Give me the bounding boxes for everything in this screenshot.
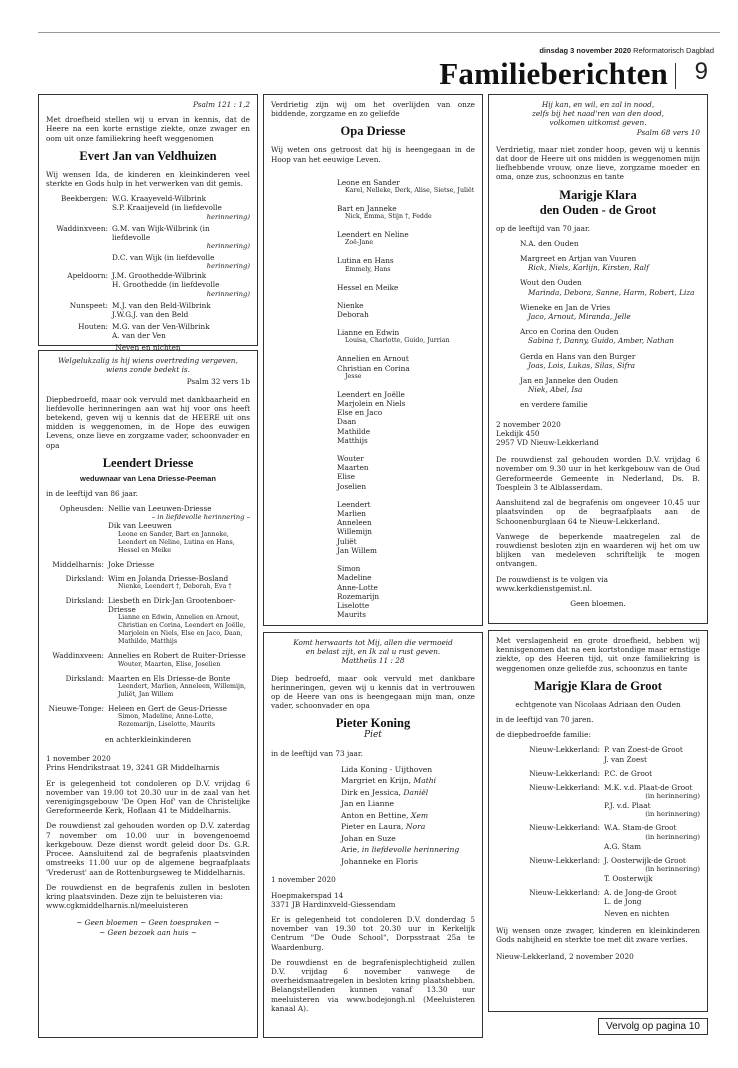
grandchild-name: Madeline [337,573,372,583]
family-place [496,801,600,818]
member-detail: Daniël [403,787,429,797]
burial-info: Aansluitend zal de begrafenis om ongeveer 10.45 uur plaatsvinden op de begraafplaats aan de Schoonenburglaan 64 te Nieuw-Lekkerland. [496,498,700,526]
grandchildren-list [271,178,475,620]
member-name: Anton en Bettine, [341,810,411,820]
member-name: Jan en Lianne [341,799,394,809]
family-name: Maarten en Els Driesse-de Bonte [108,673,231,683]
member-name: Johanneke en Floris [341,856,418,866]
age-line: in de leeftijd van 86 jaar. [46,489,138,499]
family-row [496,801,700,818]
family-member [341,775,475,787]
stream-info: De rouwdienst is te volgen via [496,574,608,584]
family-name: G.M. van Wijk-Wilbrink (in liefdevolle [112,223,210,242]
grandchild-name: Leendert en Neline [337,230,409,240]
member-name: Margreet en Artjan van Vuuren [520,254,637,264]
family-member [520,239,700,248]
grandchild-name: Wouter [337,454,364,464]
great-grandchildren: Nick, Emma, Stijn †, Fedde [345,213,432,221]
grandchild-group [337,301,475,319]
service-info: De rouwdienst zal gehouden worden D.V. vrijdag 6 november om 9.30 uur in het kerkgebouw van de Oud Gereformeerde Gemeente in Nederland, Ds. B. Toesplein 3 te Alblasserdam. [496,455,700,492]
deceased-name-line-1: Marigje Klara [559,187,637,202]
family-place: Nieuwe-Tonge: [48,703,104,713]
age-line: in de leeftijd van 70 jaren. [496,715,594,725]
family-place: Nieuw-Lekkerland: [529,888,600,898]
family-names [112,322,250,340]
family-names [108,560,250,569]
listen-url: www.cgkmiddelharnis.nl/meeluisteren [46,901,189,911]
member-name: Arie, [341,845,362,855]
family-name: W.G. Kraayeveld-Wilbrink [112,194,206,204]
family-place: Nieuw-Lekkerland: [529,768,600,778]
family-name: T. Oosterwijk [604,874,653,884]
family-list [496,239,700,410]
cousins-line: Neven en nichten [604,908,670,918]
grandchild-name: Mathilde [337,426,371,436]
notice-intro: Verdrietig zijn wij om het overlijden van onze biddende, zorgzame en zo geliefde [271,100,475,119]
family-member [341,810,475,822]
notice-de-groot [488,630,708,1012]
member-children: Joas, Lois, Lukas, Silas, Sifra [528,360,635,370]
spouse-line: echtgenote van Nicolaas Adriaan den Ouden [515,699,681,709]
member-name: Johan en Suze [341,833,396,843]
member-name: N.A. den Ouden [520,238,579,248]
restrictions-info: Vanwege de beperkende maatregelen zal de rouwdienst besloten zijn en waarderen wij het om uw blijken van medeleven schriftelijk te mogen ontvangen. [496,531,700,569]
family-row [496,823,700,840]
family-place [496,842,600,851]
family-row [46,194,250,220]
address-line-1: Hoepmakerspad 14 [271,890,344,900]
family-names [604,888,700,906]
deceased-name-line-2: den Ouden - de Groot [539,202,657,217]
family-names [604,874,700,883]
family-place [496,874,600,883]
family-name: Nellie van Leeuwen-Driesse [108,504,212,514]
family-row [496,874,700,883]
family-member [341,764,475,776]
family-note: (in herinnering) [645,792,700,801]
deceased-name: Marigje Klara de Groot [534,678,662,693]
family-name: W.A. Stam-de Groot [604,823,677,833]
family-name: Wim en Jolanda Driesse-Bosland [108,573,229,583]
family-names [604,823,700,840]
grandchild-name: Maarten [337,463,369,473]
family-note: (in herinnering) [645,865,700,874]
grandchild-name: Else en Jaco [337,408,383,418]
family-place: Apeldoorn: [67,271,108,281]
family-row [496,842,700,851]
grandchildren: Nienke, Leendert †, Deborah, Eva † [118,583,232,591]
grandchild-name: Lianne en Edwin [337,328,400,338]
family-member [341,821,475,833]
notice-pieter-koning [263,632,483,1038]
notice-date: 1 november 2020 [46,754,111,764]
family-row [496,769,700,778]
family-names [112,194,250,220]
family-name: S.P. Kraaijeveld (in liefdevolle [112,203,222,213]
family-name: P. van Zoest-de Groot [604,745,683,755]
great-grandchildren: Emmely, Hans [345,265,391,273]
grandchild-name: Willemijn [337,527,372,537]
family-name: J.M. Groothedde-Wilbrink [112,271,207,281]
issue-date: dinsdag 3 november 2020 [539,46,632,55]
grandchild-name: Christian en Corina [337,363,410,373]
family-list [46,504,250,729]
grandchild-group [337,283,475,292]
family-name: Heleen en Gert de Geus-Driesse [108,703,228,713]
notice-intro: Diepbedroefd, maar ook vervuld met dankbaarheid en liefdevolle herinneringen aan wat hij voor ons heeft betekend, geven wij u kennis dat de HEERE uit ons midden is weggenomen, in de Hope des euwigen Levens, onze lieve en zorgzame vader, schoonvader en opa [46,394,250,450]
family-row [46,596,250,646]
family-names [604,856,700,873]
condolence-info: Er is gelegenheid tot condoleren D.V. donderdag 5 november van 19.30 tot 20.30 uur in Kerkelijk Centrum "De Oude School", Dorpsstraat 25a te Waardenburg. [271,914,475,952]
grandchild-name: Liselotte [337,600,370,610]
family-member [520,303,700,321]
family-place: Nieuw-Lekkerland: [529,855,600,865]
member-name: Jan en Janneke den Ouden [520,376,619,386]
grandchild-name: Anneleen [337,518,372,528]
family-name: M.G. van der Ven-Wilbrink [112,322,210,332]
family-place: Middelharnis: [52,559,104,569]
grandchild-group [337,230,475,247]
grandchild-name: Leendert en Joëlle [337,389,405,399]
family-list [271,764,475,868]
family-names [108,596,250,646]
grandchildren: Leendert, Marlien, Anneleen, Willemijn, Juliët, Jan Willem [118,682,247,698]
family-name: J.W.G.J. van den Beld [112,309,189,319]
widower-line: weduwnaar van Lena Driesse-Peeman [80,473,216,483]
family-member [520,254,700,272]
notice-intro: Met droefheid stellen wij u ervan in kennis, dat de Heere na een korte ernstige ziekte, onze zwager en oom uit onze familiekring heeft weggenomen [46,115,250,143]
member-name: en verdere familie [520,400,588,410]
family-place: Nieuw-Lekkerland: [529,783,600,793]
family-names [112,224,250,250]
member-children: Marinda, Debora, Sanne, Harm, Robert, Liza [528,287,695,297]
grandchild-name: Jan Willem [337,545,377,555]
family-place: Dirksland: [65,573,104,583]
deceased-name: Opa Driesse [340,124,406,139]
verse-ref: Psalm 121 : 1,2 [192,100,250,109]
family-name: H. Groothedde (in liefdevolle [112,280,220,290]
age-line: op de leeftijd van 70 jaar. [496,223,590,233]
grandchildren: Wouter, Maarten, Elise, Joselien [118,660,221,668]
grandchild-name: Matthijs [337,435,368,445]
member-detail: Xem [410,810,429,820]
family-member [520,352,700,370]
verse-line-2: zelfs bij het naad'ren van den dood, [532,109,664,119]
family-place: Nieuw-Lekkerland: [529,745,600,755]
grandchild-name: Anne-Lotte [337,582,378,592]
family-row [496,783,700,800]
grandchild-group [337,500,475,555]
family-name: A. de Jong-de Groot [604,888,677,898]
family-row [46,271,250,297]
member-children: Jaco, Arnout, Miranda, Jelle [528,312,631,322]
grandchildren-line: en achterkleinkinderen [104,735,192,745]
family-member [341,787,475,799]
family-row [46,560,250,569]
notice-den-ouden [488,94,708,624]
family-member [341,833,475,845]
member-children: Sabina †, Danny, Guido, Amber, Nathan [528,336,674,346]
deceased-name: Evert Jan van Veldhuizen [79,148,217,163]
family-names [108,674,250,699]
verse-ref: Psalm 68 vers 10 [636,127,700,137]
family-note: (in herinnering) [645,832,700,841]
grandchild-name: Marlien [337,509,366,519]
family-name: D.C. van Wijk (in liefdevolle [112,253,215,263]
family-name: M.K. v.d. Plaat-de Groot [604,783,693,793]
member-name: Wout den Ouden [520,278,582,288]
family-note: – in liefdevolle herinnering – [151,513,250,522]
family-member [341,844,475,856]
grandchild-name: Simon [337,564,361,574]
grandchild-group [337,178,475,195]
family-place: Waddinxveen: [56,223,108,233]
paper-name: Reformatorisch Dagblad [633,46,714,55]
member-children: Rick, Niels, Karlijn, Kirsten, Ralf [528,263,649,273]
family-row [496,856,700,873]
family-row [46,253,250,270]
family-names [108,574,250,591]
grandchild-name: Marjolein en Niels [337,399,406,409]
family-member [520,376,700,394]
grandchild-name: Leone en Sander [337,177,400,187]
continued-notice: Vervolg op pagina 10 [598,1018,708,1035]
family-name: Annelies en Robert de Ruiter-Driesse [108,651,246,661]
family-list [46,194,250,340]
address-line-2: 2957 VD Nieuw-Lekkerland [496,438,599,448]
family-place: Nunspeet: [69,300,108,310]
address-line-1: Lekdijk 450 [496,428,540,438]
family-names [604,769,700,778]
great-grandchildren: Jesse [345,372,362,380]
family-names [112,271,250,297]
page-number: 9 [694,58,708,85]
masthead [420,56,720,92]
family-member [520,400,700,409]
family-list [496,745,700,906]
top-rule [38,32,720,33]
grandchild-name: Rozemarijn [337,591,380,601]
family-place: Opheusden: [59,504,104,514]
grandchild-group [337,256,475,273]
condolence-info: Er is gelegenheid tot condoleren op D.V. vrijdag 6 november van 19.00 tot 20.30 uur in de zaal van het verenigingsgebouw 'De Open Hof' van de Christelijke Gereformeerde Kerk, Hoflaan 41 te Middelharnis. [46,778,250,816]
family-name: A.G. Stam [604,841,641,851]
family-name: L. de Jong [604,897,642,907]
private-info: De rouwdienst en de begrafenis zullen in besloten kring plaatsvinden. Deze zijn te beluisteren via: [46,882,250,901]
family-label: de diepbedroefde familie: [496,730,591,740]
grandchild-name: Elise [337,472,356,482]
family-member [520,327,700,345]
member-detail: Mathi [413,776,437,786]
family-row [46,504,250,554]
grandchild-name: Leendert [337,499,371,509]
dateline [539,46,714,55]
family-place: Beekbergen: [60,194,108,204]
family-member [341,856,475,868]
nickname: Piet [364,730,382,741]
family-note: herinnering) [206,262,250,271]
notice-intro: Verdrietig, maar niet zonder hoop, geven wij u kennis dat door de Heere uit ons midden is weggenomen mijn liefhebbende vrouw, onze lieve, zorgzame moeder en oma, onze zus, schoonzus en tante [496,144,700,182]
grandchild-group [337,454,475,491]
verse-line-3: volkomen uitkomst geven. [549,118,647,128]
grandchild-name: Nienke [337,300,364,310]
verse-line-2: wiens zonde bedekt is. [106,365,190,375]
family-row [46,704,250,729]
place-date: Nieuw-Lekkerland, 2 november 2020 [496,952,634,962]
notice-opa-driesse [263,94,483,626]
notice-leendert-driesse [38,350,258,1038]
family-member [520,278,700,296]
grandchild-name: Daan [337,417,357,427]
family-row [496,888,700,906]
family-names [108,704,250,729]
member-detail: in liefdevolle herinnering [361,845,460,855]
member-detail: Nora [405,822,426,832]
notice-date: 2 november 2020 [496,419,561,429]
closing-line: Neven en nichten [115,343,181,353]
family-row [46,322,250,340]
family-place: Waddinxveen: [52,651,104,661]
notice-intro: Met verslagenheid en grote droefheid, hebben wij kennisgenomen dat na een kortstondige maar ernstige ziekte, op des Heeren tijd, uit onze familiekring is weggenomen onze geliefde zus, schoonzus en tante [496,636,700,673]
family-note: (in herinnering) [645,810,700,819]
grandchild-name: Bart en Janneke [337,204,397,214]
grandchildren: Leone en Sander, Bart en Janneke, Leendert en Neline, Lutina en Hans, Hessel en Meike [118,530,235,554]
member-name: Pieter en Laura, [341,822,406,832]
family-name: J. van Zoest [604,754,647,764]
grandchild-name: Juliët [337,536,357,546]
grandchild-group [337,354,475,380]
family-names [604,745,700,763]
verse-line-1: Welgelukzalig is hij wiens overtreding vergeven, [58,356,238,365]
family-name: Joke Driesse [108,559,155,569]
grandchild-name: Joselien [337,481,367,491]
verse-ref: Mattheüs 11 : 28 [341,656,405,666]
no-flowers: Geen bloemen. [570,598,626,608]
grandchild-name: Deborah [337,310,369,320]
stream-url: www.kerkdienstgemist.nl. [496,583,593,593]
verse-ref: Psalm 32 vers 1b [186,377,250,387]
service-info: De rouwdienst zal gehouden worden op D.V. zaterdag 7 november om 10.00 uur in bovengenoemd kerkgebouw. Deze dienst wordt geleid door Ds. G.R. Procee. Aansluitend zal de begrafenis plaatsvinden omstreeks 11.00 uur op de algemene begraafplaats 'Vrederust' aan de Rottenburgseweg te Middelharnis. [46,821,250,877]
family-member [341,798,475,810]
family-place: Nieuw-Lekkerland: [529,823,600,833]
family-place: Dirksland: [65,596,104,606]
grandchild-name: Lutina en Hans [337,256,394,266]
member-name: Arco en Corina den Ouden [520,327,619,337]
family-row [496,745,700,763]
great-grandchildren: Louisa, Charlotte, Guido, Jurrian [345,337,450,345]
grandchild-group [337,204,475,221]
no-flowers: ~ Geen bloemen ~ Geen toespraken ~ [76,918,220,928]
service-info: De rouwdienst en de begrafenisplechtigheid zullen D.V. vrijdag 6 november vanwege de overheidsmaatregelen in besloten kring plaatshebben. Belangstellenden kunnen vanaf 13.30 uur meeluisteren via www.bodejongh.nl (Meeluisteren kanaal A). [271,957,475,1013]
family-name: A. van der Ven [112,331,166,341]
family-names [604,801,700,818]
family-names [112,301,250,319]
family-names [108,651,250,668]
grandchild-name: Hessel en Meike [337,282,399,292]
title-divider [675,63,677,89]
family-names [112,253,250,270]
family-row [46,574,250,591]
notice-wish: Wij wensen Ida, de kinderen en kleinkinderen veel sterkte en Gods hulp in het verwerken van dit gemis. [46,169,250,189]
family-name: M.J. van den Beld-Wilbrink [112,300,211,310]
family-row [46,224,250,250]
family-row [46,651,250,668]
family-names [604,783,700,800]
verse-line-1: Komt herwaarts tot Mij, allen die vermoeid [293,638,453,647]
no-visits: ~ Geen bezoek aan huis ~ [99,927,197,937]
member-name: Lida Koning - Uijthoven [341,764,433,774]
verse-line-2: en belast zijt, en Ik zal u rust geven. [305,647,441,657]
deceased-name: Leendert Driesse [102,455,194,470]
faith-line: Wij weten ons getroost dat hij is heengegaan in de Hoop van het eeuwige Leven. [271,145,475,164]
great-grandchildren: Karel, Nelleke, Derk, Alise, Sietse, Juliët [345,187,475,195]
family-name: J. Oosterwijk-de Groot [604,855,686,865]
family-note: herinnering) [206,212,250,221]
family-place: Houten: [78,322,108,332]
grandchild-group [337,328,475,345]
age-line: in de leeftijd van 73 jaar. [271,748,363,758]
family-names [604,842,700,851]
grandchildren: Simon, Madeline, Anne-Lotte, Rozemarijn, Liselotte, Maurits [118,713,216,729]
grandchildren: Lianne en Edwin, Annelien en Arnout, Christian en Corina, Leendert en Joëlle, Marjolein en Niels, Else en Jaco, Daan, Mathilde, Matthijs [118,614,246,646]
family-note: herinnering) [206,289,250,298]
notice-address: Prins Hendrikstraat 19, 3241 GR Middelharnis [46,763,220,773]
family-partner: Dik van Leeuwen [108,521,172,531]
family-name: Liesbeth en Dirk-Jan Grootenboer-Driesse [108,596,236,615]
family-place: Dirksland: [65,673,104,683]
section-title: Familieberichten [439,56,668,91]
member-name: Wieneke en Jan de Vries [520,302,611,312]
notice-date: 1 november 2020 [271,875,336,885]
member-name: Dirk en Jessica, [341,787,404,797]
verse-line-1: Hij kan, en wil, en zal in nood, [541,100,655,109]
member-name: Margriet en Krijn, [341,776,414,786]
grandchild-name: Annelien en Arnout [337,354,409,364]
deceased-name: Pieter Koning [335,716,411,731]
grandchild-group [337,564,475,619]
member-name: Gerda en Hans van den Burger [520,351,636,361]
wish-line: Wij wensen onze zwager, kinderen en kleinkinderen Gods nabijheid en sterkte toe met dit zware verlies. [496,925,700,945]
family-row [46,301,250,319]
family-place [46,253,108,270]
member-children: Niek, Abel, Isa [528,385,583,395]
notice-intro: Diep bedroefd, maar ook vervuld met dankbare herinneringen, geven wij u kennis dat in vertrouwen op de Heere van ons is heengegaan mijn man, onze vader, schoonvader en opa [271,673,475,711]
family-row [46,674,250,699]
grandchild-name: Maurits [337,610,367,620]
family-note: herinnering) [206,242,250,251]
grandchild-group [337,390,475,445]
family-name: P.C. de Groot [604,768,653,778]
family-names [108,504,250,554]
family-name: P.J. v.d. Plaat [604,801,651,811]
notice-veldhuizen [38,94,258,353]
address-line-2: 3371 JB Hardinxveld-Giessendam [271,899,396,909]
great-grandchildren: Zoë-Jane [345,239,374,247]
